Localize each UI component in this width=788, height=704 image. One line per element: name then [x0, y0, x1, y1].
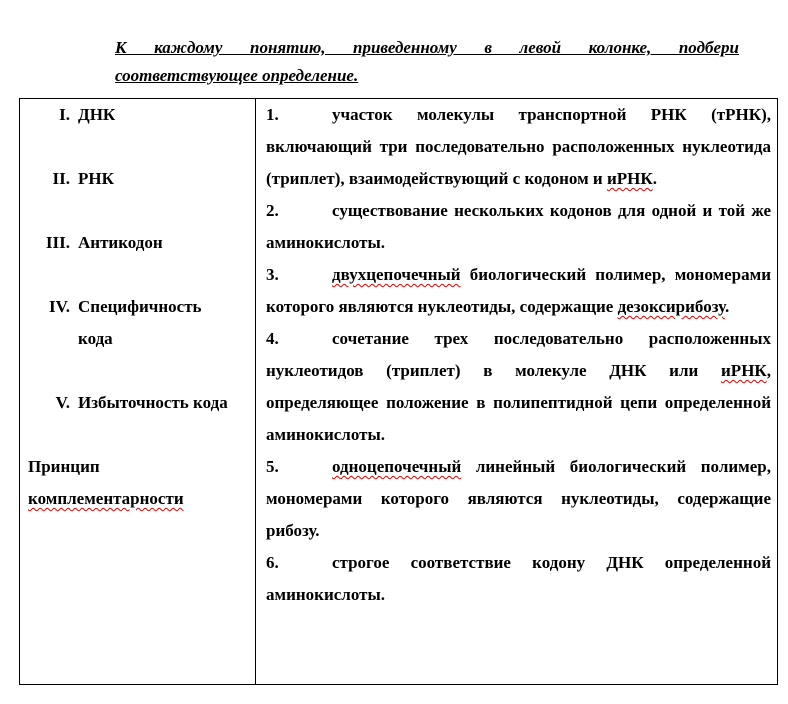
definition-2: 2. существование нескольких кодонов для одной и той же аминокислоты.	[266, 201, 771, 252]
term-complementarity	[28, 451, 100, 483]
instruction-line-2: соответствующее определение.	[115, 66, 359, 85]
definition-6: 6. строгое соответствие кодону ДНК определенной аминокислоты.	[266, 553, 771, 604]
term-complementarity-line1: Принцип	[28, 457, 100, 476]
term-complementarity-2	[28, 483, 184, 515]
definition-1: 1. участок молекулы транспортной РНК (тРНК), включающий три последовательно расположенных нуклеотида (триплет), взаимодействующий с кодоном и иРНК.	[266, 105, 771, 188]
term-complementarity-line2: комплементарности	[28, 489, 184, 508]
definitions-column	[256, 99, 778, 685]
matching-table	[19, 98, 778, 685]
terms-column: I. ДНК II. РНК III. Антикодон IV. Специфичность кода V. Избыточность кода Принцип комплементарности	[20, 99, 256, 685]
instruction-text	[115, 34, 739, 90]
definition-5: 5. одноцепочечный линейный биологический полимер, мономерами которого являются нуклеотиды, содержащие рибозу.	[266, 457, 771, 540]
definition-3: 3. двухцепочечный биологический полимер, мономерами которого являются нуклеотиды, содержащие дезоксирибозу.	[266, 265, 771, 316]
instruction-line-1: К каждому понятию, приведенному в левой колонке, подбери	[115, 38, 739, 57]
definition-4: 4. сочетание трех последовательно расположенных нуклеотидов (триплет) в молекуле ДНК или иРНК, определяющее положение в полипептидной цепи определенной аминокислоты.	[266, 329, 771, 444]
